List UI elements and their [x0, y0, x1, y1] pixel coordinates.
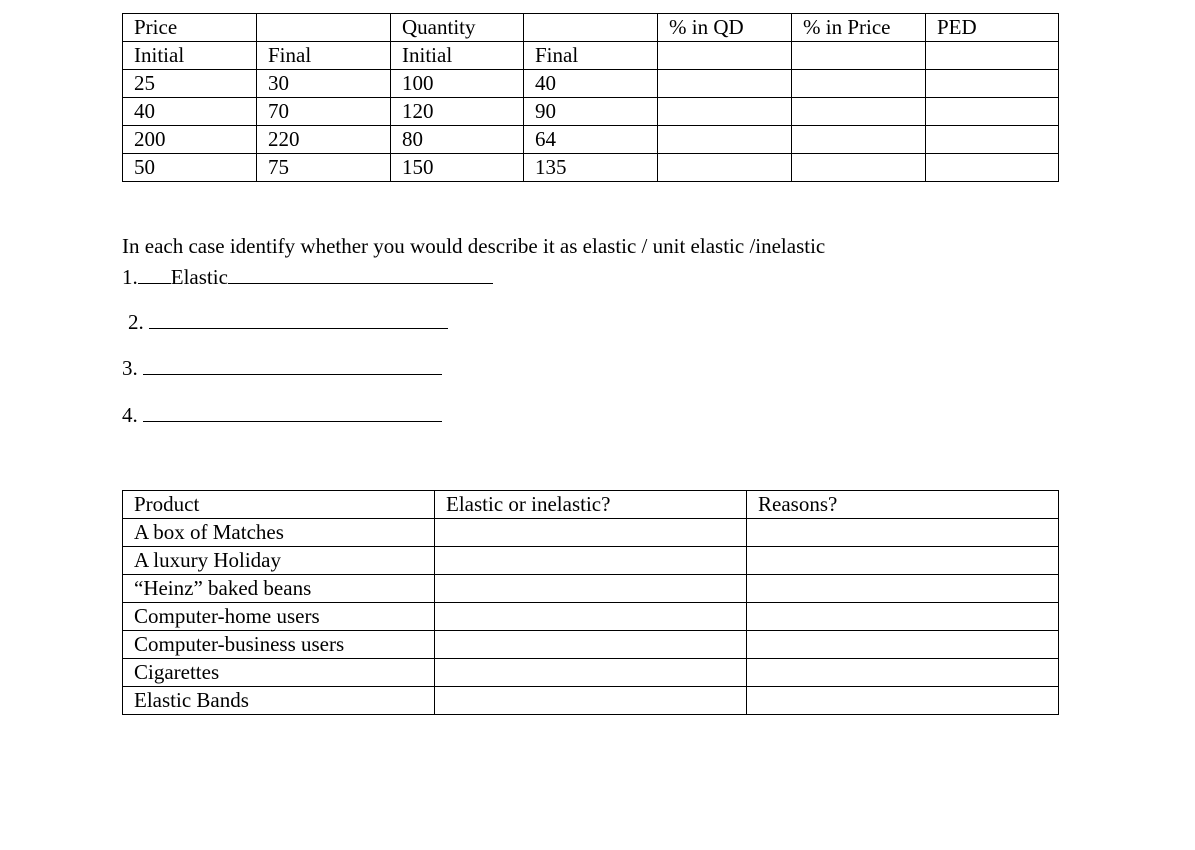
quantity-initial-cell: 100	[391, 70, 524, 98]
answer-blank[interactable]	[143, 402, 442, 422]
pct-price-answer-cell[interactable]	[792, 70, 926, 98]
ped-data-row	[123, 70, 1059, 98]
answer-blank[interactable]	[228, 264, 493, 284]
reasons-answer-cell[interactable]	[747, 687, 1059, 715]
ped-data-row	[123, 154, 1059, 182]
header-reasons: Reasons?	[747, 491, 1059, 519]
reasons-answer-cell[interactable]	[747, 603, 1059, 631]
reasons-answer-cell[interactable]	[747, 575, 1059, 603]
elasticity-answer-cell[interactable]	[435, 631, 747, 659]
price-final-cell: 220	[257, 126, 391, 154]
quantity-final-cell: 64	[524, 126, 658, 154]
elasticity-answer-cell[interactable]	[435, 603, 747, 631]
ped-answer-cell[interactable]	[926, 98, 1059, 126]
instruction-text: In each case identify whether you would describe it as elastic / unit elastic /inelastic	[122, 234, 826, 258]
pct-qd-answer-cell[interactable]	[658, 70, 792, 98]
pct-price-answer-cell[interactable]	[792, 154, 926, 182]
answer-line-1	[122, 264, 493, 291]
header-quantity-initial: Initial	[391, 42, 524, 70]
quantity-final-cell: 90	[524, 98, 658, 126]
header-quantity: Quantity	[391, 14, 524, 42]
product-name-cell: Elastic Bands	[123, 687, 435, 715]
product-row	[123, 603, 1059, 631]
quantity-initial-cell: 80	[391, 126, 524, 154]
pct-qd-answer-cell[interactable]	[658, 126, 792, 154]
answer-blank[interactable]	[143, 355, 442, 375]
answer-line-3	[122, 355, 442, 382]
answer-value[interactable]: Elastic	[170, 265, 228, 289]
quantity-initial-cell: 120	[391, 98, 524, 126]
pct-qd-answer-cell[interactable]	[658, 98, 792, 126]
product-row	[123, 659, 1059, 687]
quantity-final-cell: 40	[524, 70, 658, 98]
product-name-cell: A box of Matches	[123, 519, 435, 547]
quantity-initial-cell: 150	[391, 154, 524, 182]
answer-number: 2.	[128, 310, 144, 334]
product-row	[123, 519, 1059, 547]
blank-cell[interactable]	[792, 42, 926, 70]
header-pct-qd: % in QD	[658, 14, 792, 42]
answer-number: 1.	[122, 265, 138, 289]
header-quantity-final: Final	[524, 42, 658, 70]
reasons-answer-cell[interactable]	[747, 631, 1059, 659]
elasticity-answer-cell[interactable]	[435, 659, 747, 687]
price-initial-cell: 25	[123, 70, 257, 98]
product-header-row	[123, 491, 1059, 519]
product-row	[123, 631, 1059, 659]
header-cell	[524, 14, 658, 42]
header-elastic-or-inelastic: Elastic or inelastic?	[435, 491, 747, 519]
elasticity-answer-cell[interactable]	[435, 547, 747, 575]
answer-line-2	[128, 309, 448, 336]
answer-line-4	[122, 402, 442, 429]
ped-table	[122, 13, 1059, 182]
ped-data-row	[123, 126, 1059, 154]
quantity-final-cell: 135	[524, 154, 658, 182]
price-final-cell: 70	[257, 98, 391, 126]
blank-cell[interactable]	[926, 42, 1059, 70]
answer-blank[interactable]	[149, 309, 448, 329]
product-name-cell: A luxury Holiday	[123, 547, 435, 575]
price-initial-cell: 200	[123, 126, 257, 154]
price-final-cell: 75	[257, 154, 391, 182]
pct-price-answer-cell[interactable]	[792, 126, 926, 154]
ped-answer-cell[interactable]	[926, 126, 1059, 154]
elasticity-answer-cell[interactable]	[435, 519, 747, 547]
pct-qd-answer-cell[interactable]	[658, 154, 792, 182]
reasons-answer-cell[interactable]	[747, 659, 1059, 687]
product-table	[122, 490, 1059, 715]
product-name-cell: Computer-home users	[123, 603, 435, 631]
price-final-cell: 30	[257, 70, 391, 98]
header-pct-price: % in Price	[792, 14, 926, 42]
elasticity-answer-cell[interactable]	[435, 687, 747, 715]
header-price-initial: Initial	[123, 42, 257, 70]
product-name-cell: Cigarettes	[123, 659, 435, 687]
product-row	[123, 547, 1059, 575]
elasticity-answer-cell[interactable]	[435, 575, 747, 603]
answer-number: 3.	[122, 356, 138, 380]
blank-cell[interactable]	[658, 42, 792, 70]
header-ped: PED	[926, 14, 1059, 42]
header-product: Product	[123, 491, 435, 519]
ped-answer-cell[interactable]	[926, 70, 1059, 98]
ped-header-row-2	[123, 42, 1059, 70]
answer-number: 4.	[122, 403, 138, 427]
header-cell	[257, 14, 391, 42]
ped-answer-cell[interactable]	[926, 154, 1059, 182]
price-initial-cell: 50	[123, 154, 257, 182]
product-row	[123, 575, 1059, 603]
answer-blank	[138, 264, 171, 284]
product-row	[123, 687, 1059, 715]
product-name-cell: “Heinz” baked beans	[123, 575, 435, 603]
pct-price-answer-cell[interactable]	[792, 98, 926, 126]
reasons-answer-cell[interactable]	[747, 547, 1059, 575]
ped-data-row	[123, 98, 1059, 126]
price-initial-cell: 40	[123, 98, 257, 126]
header-price: Price	[123, 14, 257, 42]
ped-header-row-1	[123, 14, 1059, 42]
header-price-final: Final	[257, 42, 391, 70]
reasons-answer-cell[interactable]	[747, 519, 1059, 547]
product-name-cell: Computer-business users	[123, 631, 435, 659]
